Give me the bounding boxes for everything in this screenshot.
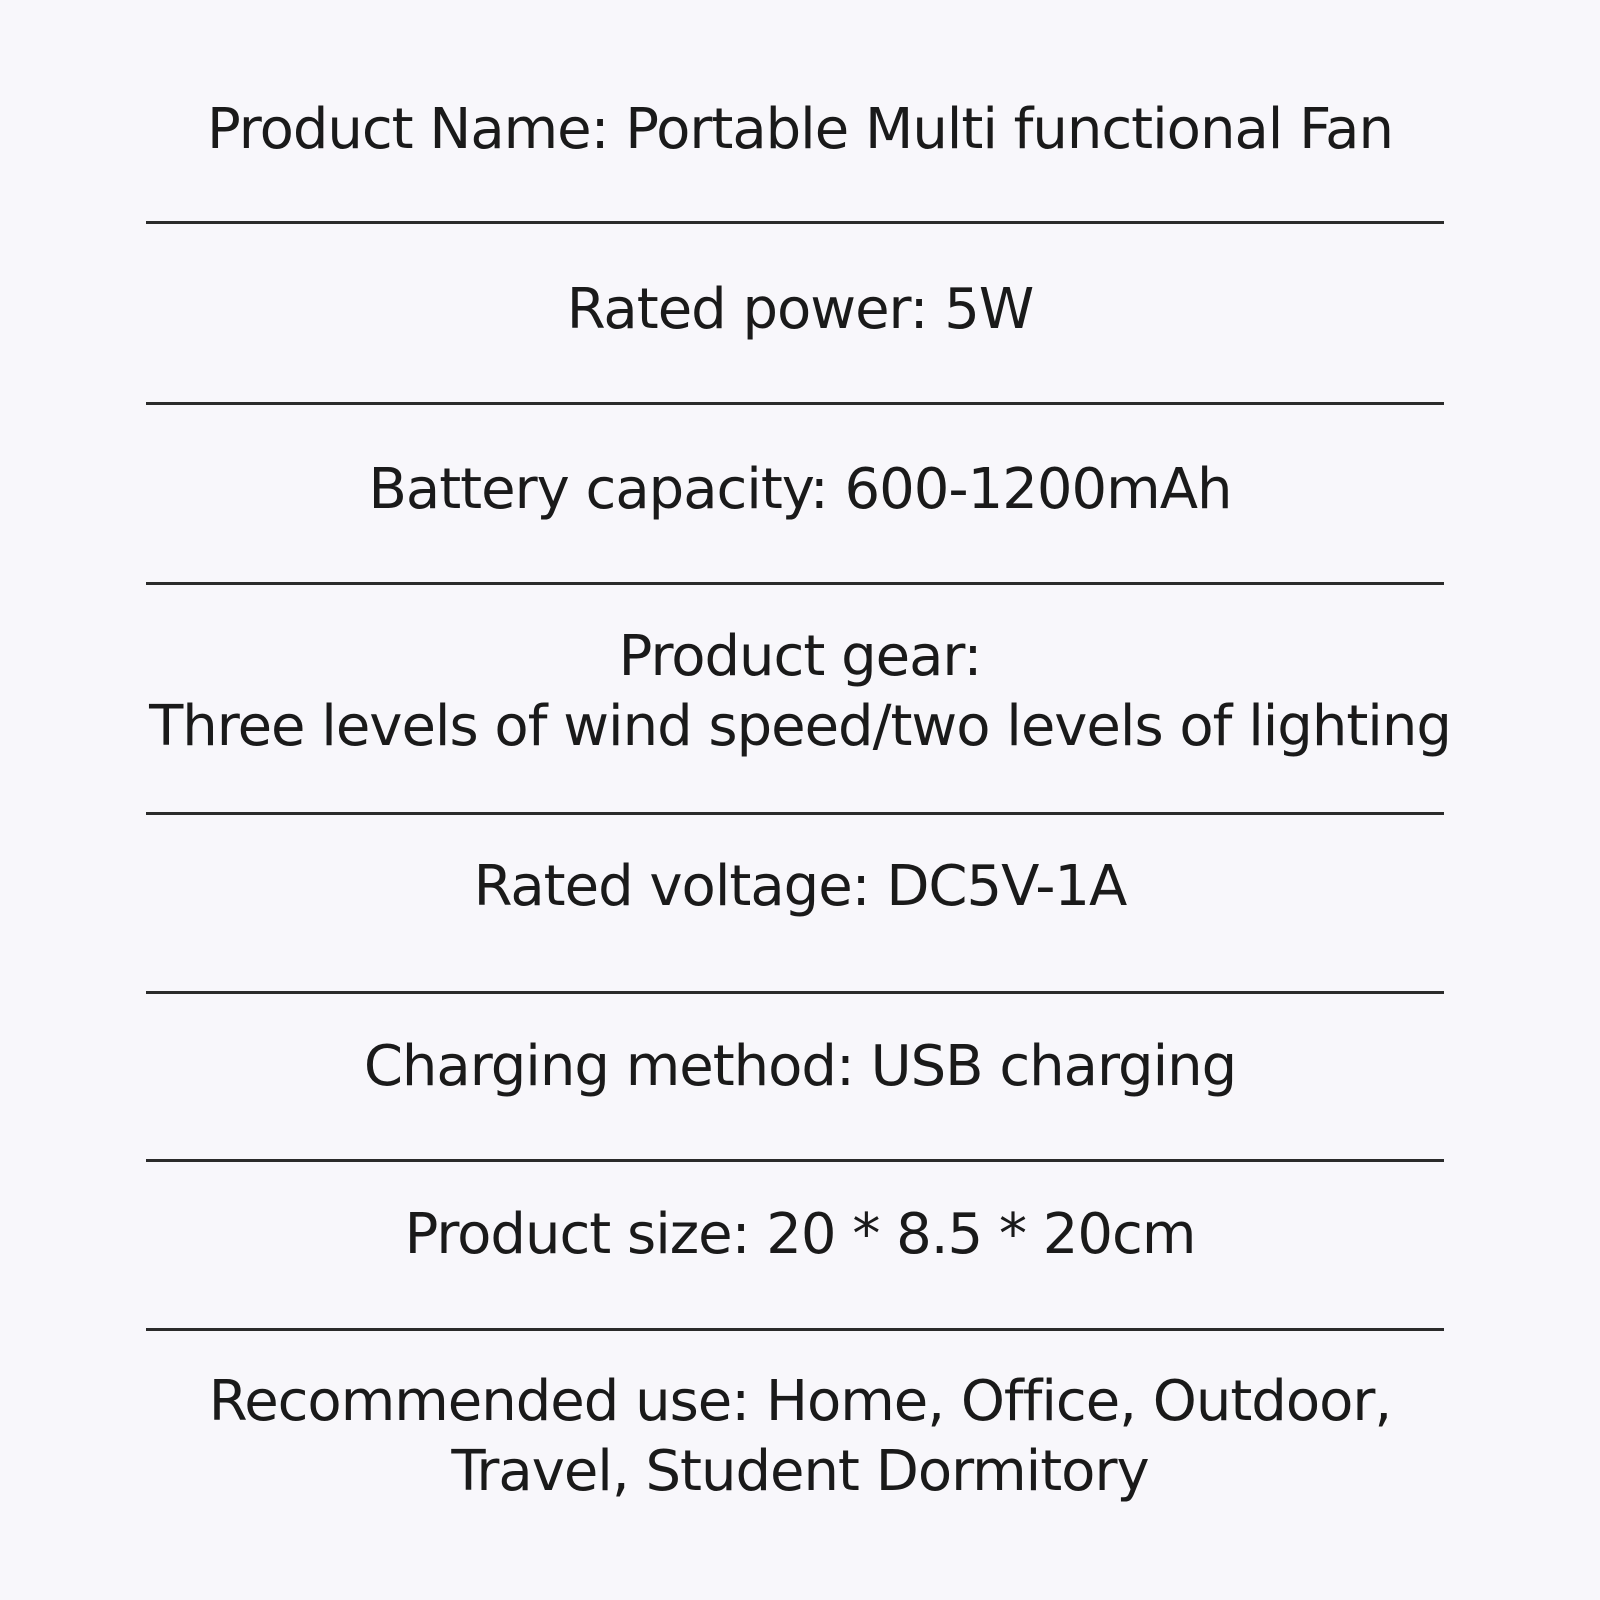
spec-charging-method-text: Charging method: USB charging: [363, 1034, 1237, 1099]
spec-recommended-use: [0, 1367, 1600, 1507]
spec-recommended-use-line-1: Recommended use: Home, Office, Outdoor,: [208, 1369, 1392, 1434]
spec-product-gear-value: Three levels of wind speed/two levels of lighting: [149, 694, 1451, 759]
divider: [146, 1159, 1444, 1162]
divider: [146, 582, 1444, 585]
divider: [146, 812, 1444, 815]
spec-product-size-text: Product size: 20 * 8.5 * 20cm: [404, 1202, 1196, 1267]
spec-charging-method: [0, 1032, 1600, 1102]
spec-rated-power-text: Rated power: 5W: [566, 277, 1034, 342]
spec-product-name-text: Product Name: Portable Multi functional Fan: [207, 97, 1393, 162]
spec-product-gear-label: Product gear:: [618, 624, 982, 689]
spec-rated-voltage-text: Rated voltage: DC5V-1A: [473, 854, 1127, 919]
divider: [146, 991, 1444, 994]
spec-product-size: [0, 1200, 1600, 1270]
divider: [146, 221, 1444, 224]
spec-product-name: [0, 95, 1600, 165]
divider: [146, 1328, 1444, 1331]
spec-rated-power: [0, 275, 1600, 345]
spec-battery-capacity-text: Battery capacity: 600-1200mAh: [368, 457, 1232, 522]
divider: [146, 402, 1444, 405]
spec-rated-voltage: [0, 852, 1600, 922]
spec-battery-capacity: [0, 455, 1600, 525]
spec-recommended-use-line-2: Travel, Student Dormitory: [451, 1439, 1149, 1504]
spec-product-gear: [0, 622, 1600, 762]
